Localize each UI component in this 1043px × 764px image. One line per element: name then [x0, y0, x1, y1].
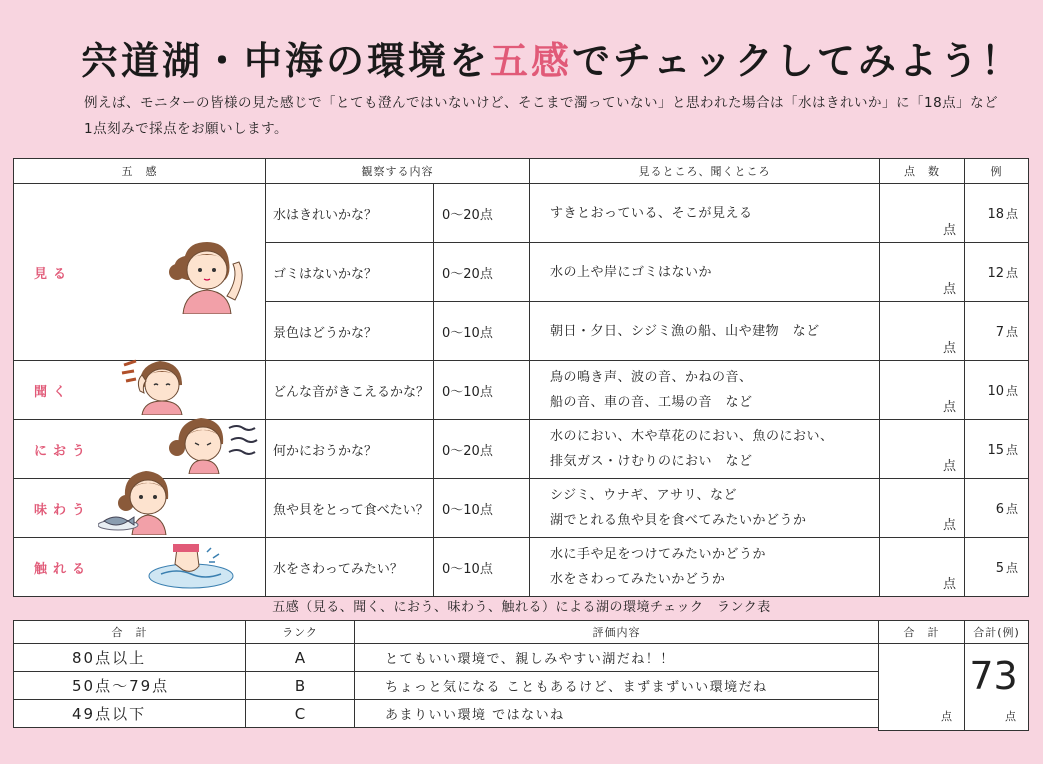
point-unit: 点: [942, 400, 956, 415]
sense-label: 味わう: [34, 502, 92, 518]
look-line-1: 鳥の鳴き声、波の音、かねの音、: [550, 370, 753, 385]
look-line-2: 排気ガス・けむりのにおい など: [550, 454, 753, 469]
total-header-row: [879, 621, 1029, 644]
intro-text: [84, 90, 1004, 142]
scale-cell: 0〜10点: [434, 479, 530, 538]
example-cell: [965, 538, 1029, 597]
score-input-cell[interactable]: [880, 361, 965, 420]
sense-label: におう: [34, 443, 92, 459]
example-value: 5: [995, 560, 1004, 576]
rank-range: 50点〜79点: [14, 672, 246, 700]
sense-label: 触れる: [34, 561, 92, 577]
intro-line-2: 1点刻みで採点をお願いします。: [84, 121, 289, 137]
rank-text: とてもいい環境で、親しみやすい湖だね！！: [355, 644, 879, 672]
look-cell: [530, 302, 880, 361]
question-cell: 水はきれいかな？: [266, 184, 434, 243]
look-line-1: 水の上や岸にゴミはないか: [550, 264, 713, 280]
sense-cell-touch: [14, 538, 266, 597]
rank-header-row: [14, 621, 879, 644]
score-input-cell[interactable]: [880, 184, 965, 243]
look-line-2: 湖でとれる魚や貝を食べてみたいかどうか: [550, 513, 807, 528]
look-cell: [530, 361, 880, 420]
question-cell: どんな音がきこえるかな？: [266, 361, 434, 420]
header-score: 点 数: [880, 159, 965, 184]
point-unit: 点: [1005, 324, 1018, 339]
rank-row: [14, 644, 879, 672]
rank-header-rank: ランク: [246, 621, 355, 644]
look-line-1: すきとおっている、そこが見える: [550, 205, 753, 221]
girl-eating-icon: [98, 459, 190, 535]
point-unit: 点: [942, 577, 956, 592]
question-cell: 水をさわってみたい？: [266, 538, 434, 597]
look-line-2: 船の音、車の音、工場の音 など: [550, 395, 753, 410]
example-value: 15: [987, 442, 1004, 458]
header-example: 例: [965, 159, 1029, 184]
point-unit: 点: [1005, 501, 1018, 516]
point-unit: 点: [1005, 710, 1016, 723]
table-header-row: [14, 159, 1029, 184]
rank-caption: 五感（見る、聞く、におう、味わう、触れる）による湖の環境チェック ランク表: [272, 600, 771, 615]
example-cell: [965, 479, 1029, 538]
score-input-cell[interactable]: [880, 420, 965, 479]
total-example-header: 合計(例): [965, 621, 1029, 644]
girl-looking-icon: [167, 234, 257, 314]
look-cell: [530, 479, 880, 538]
example-cell: [965, 243, 1029, 302]
rank-range: 80点以上: [14, 644, 246, 672]
rank-range: 49点以下: [14, 700, 246, 728]
rank-header-total: 合 計: [14, 621, 246, 644]
look-cell: [530, 243, 880, 302]
table-row: [14, 184, 1029, 243]
rank-header-eval: 評価内容: [355, 621, 879, 644]
title-accent: 五感: [490, 39, 573, 83]
look-line-1: シジミ、ウナギ、アサリ、など: [550, 488, 737, 503]
example-value: 18: [987, 206, 1004, 222]
score-input-cell[interactable]: [880, 538, 965, 597]
header-content: 観察する内容: [266, 159, 530, 184]
question-cell: 魚や貝をとって食べたい？: [266, 479, 434, 538]
look-line-1: 水に手や足をつけてみたいかどうか: [550, 547, 767, 562]
example-value: 6: [995, 501, 1004, 517]
sense-label: 見る: [34, 266, 73, 282]
question-cell: 何かにおうかな？: [266, 420, 434, 479]
look-line-1: 水のにおい、木や草花のにおい、魚のにおい、: [550, 429, 834, 444]
look-cell: [530, 538, 880, 597]
sense-label: 聞く: [34, 384, 73, 400]
look-cell: [530, 184, 880, 243]
point-unit: 点: [942, 223, 956, 238]
point-unit: 点: [941, 710, 952, 723]
scale-cell: 0〜10点: [434, 538, 530, 597]
rank-row: [14, 672, 879, 700]
example-cell: [965, 361, 1029, 420]
rank-text: あまりいい環境 ではないね: [355, 700, 879, 728]
table-row: [14, 538, 1029, 597]
total-input-cell[interactable]: [879, 644, 965, 731]
title-text-2: でチェックしてみよう！: [572, 39, 1022, 83]
header-sense: 五 感: [14, 159, 266, 184]
example-value: 12: [987, 265, 1004, 281]
page-title: [80, 30, 1022, 85]
rank-letter: C: [246, 700, 355, 728]
scale-cell: 0〜20点: [434, 243, 530, 302]
example-value: 7: [995, 324, 1004, 340]
scale-cell: 0〜10点: [434, 302, 530, 361]
table-row: [14, 479, 1029, 538]
point-unit: 点: [1005, 383, 1018, 398]
rank-letter: B: [246, 672, 355, 700]
rank-table: [13, 620, 879, 728]
total-example-value: 73: [969, 654, 1018, 698]
sense-cell-taste: [14, 479, 266, 538]
point-unit: 点: [942, 518, 956, 533]
five-senses-table: [13, 158, 1029, 597]
scale-cell: 0〜10点: [434, 361, 530, 420]
point-unit: 点: [942, 282, 956, 297]
look-line-2: 水をさわってみたいかどうか: [550, 572, 726, 587]
question-cell: ゴミはないかな？: [266, 243, 434, 302]
intro-line-1: 例えば、モニターの皆様の見た感じで「とても澄んではいないけど、そこまで濁っていない」と思われた場合は「水はきれいか」に「18点」など: [84, 95, 999, 111]
total-header: 合 計: [879, 621, 965, 644]
girl-listening-icon: [120, 351, 200, 415]
example-cell: [965, 420, 1029, 479]
question-cell: 景色はどうかな？: [266, 302, 434, 361]
total-example-cell: [965, 644, 1029, 731]
look-line-1: 朝日・夕日、シジミ漁の船、山や建物 など: [550, 323, 820, 339]
look-cell: [530, 420, 880, 479]
rank-text: ちょっと気になる こともあるけど、まずまずいい環境だね: [355, 672, 879, 700]
rank-letter: A: [246, 644, 355, 672]
example-cell: [965, 302, 1029, 361]
title-text-1: 宍道湖・中海の環境を: [80, 39, 491, 83]
point-unit: 点: [1005, 560, 1018, 575]
rank-row: [14, 700, 879, 728]
total-value-row: [879, 644, 1029, 731]
score-input-cell[interactable]: [880, 243, 965, 302]
score-input-cell[interactable]: [880, 479, 965, 538]
total-box: [878, 620, 1029, 731]
example-value: 10: [987, 383, 1004, 399]
point-unit: 点: [1005, 265, 1018, 280]
example-cell: [965, 184, 1029, 243]
point-unit: 点: [942, 341, 956, 356]
scale-cell: 0〜20点: [434, 184, 530, 243]
scale-cell: 0〜20点: [434, 420, 530, 479]
header-look: 見るところ、聞くところ: [530, 159, 880, 184]
point-unit: 点: [942, 459, 956, 474]
point-unit: 点: [1005, 442, 1018, 457]
score-input-cell[interactable]: [880, 302, 965, 361]
sense-cell-see: [14, 184, 266, 361]
hand-in-water-icon: [147, 544, 235, 590]
point-unit: 点: [1005, 206, 1018, 221]
